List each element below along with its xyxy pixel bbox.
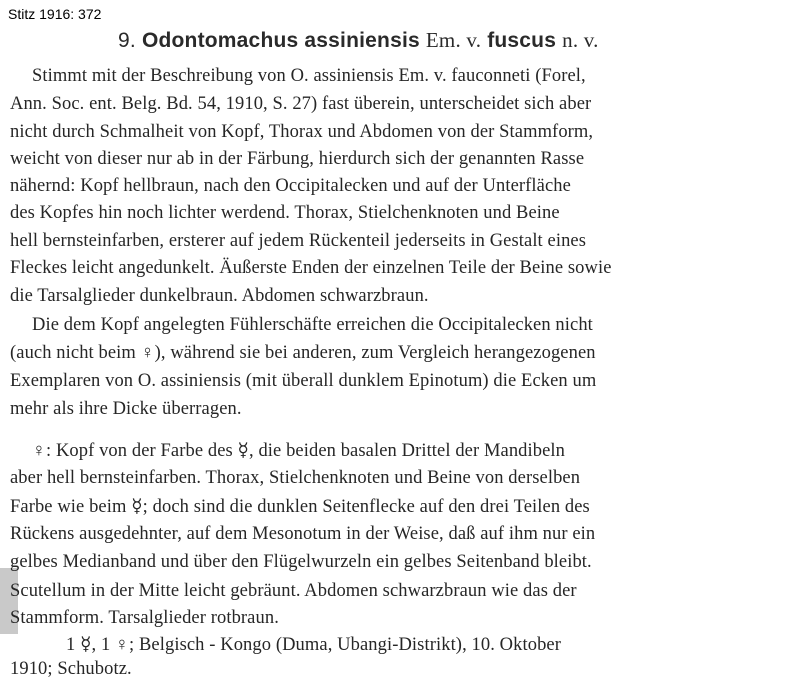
heading-variety: fuscus (487, 29, 557, 52)
text-line: aber hell bernsteinfarben. Thorax, Stielchenknoten und Beine von derselben (10, 468, 581, 488)
text-line: Fleckes leicht angedunkelt. Äußerste Enden der einzelnen Teile der Beine sowie (10, 258, 612, 278)
text-line: Rückens ausgedehnter, auf dem Mesonotum in der Weise, daß auf ihm nur ein (10, 524, 596, 544)
heading-number: 9. (118, 29, 136, 52)
text-line: hell bernsteinfarben, ersterer auf jedem Rückenteil jederseits in Gestalt eines (10, 231, 587, 251)
text-line: nähernd: Kopf hellbraun, nach den Occipitalecken und auf der Unterfläche (10, 176, 571, 196)
text-line: mehr als ihre Dicke überragen. (10, 399, 242, 419)
text-line: Stimmt mit der Beschreibung von O. assiniensis Em. v. fauconneti (Forel, (32, 66, 586, 86)
text-line: Exemplaren von O. assiniensis (mit überall dunklem Epinotum) die Ecken um (10, 371, 597, 391)
text-line: des Kopfes hin noch lichter werdend. Thorax, Stielchenknoten und Beine (10, 203, 560, 223)
heading-author: Em. v. (425, 28, 482, 52)
text-line: Ann. Soc. ent. Belg. Bd. 54, 1910, S. 27) fast überein, unterscheidet sich aber (10, 94, 592, 114)
text-line: weicht von dieser nur ab in der Färbung, hierdurch sich der genannten Rasse (10, 149, 585, 169)
text-line: (auch nicht beim ♀), während sie bei anderen, zum Vergleich herangezogenen (10, 343, 596, 363)
text-line: Scutellum in der Mitte leicht gebräunt. Abdomen schwarzbraun wie das der (10, 581, 577, 601)
heading-status: n. v. (562, 28, 599, 52)
text-line: die Tarsalglieder dunkelbraun. Abdomen schwarzbraun. (10, 286, 429, 306)
text-line: nicht durch Schmalheit von Kopf, Thorax und Abdomen von der Stammform, (10, 122, 594, 142)
text-line: gelbes Medianband und über den Flügelwurzeln ein gelbes Seitenband bleibt. (10, 552, 592, 572)
text-line: Die dem Kopf angelegten Fühlerschäfte erreichen die Occipitalecken nicht (32, 315, 593, 335)
text-line: Farbe wie beim ☿; doch sind die dunklen Seitenflecke auf den drei Teilen des (10, 497, 590, 517)
heading-genus: Odontomachus (141, 29, 299, 52)
heading-species: assiniensis (304, 29, 420, 52)
text-line: ♀: Kopf von der Farbe des ☿, die beiden basalen Drittel der Mandibeln (32, 441, 566, 461)
text-line: Stammform. Tarsalglieder rotbraun. (10, 608, 279, 628)
citation-label: Stitz 1916: 372 (8, 6, 102, 22)
text-line: 1 ☿, 1 ♀; Belgisch - Kongo (Duma, Ubangi-Distrikt), 10. Oktober (66, 635, 561, 655)
species-heading (118, 28, 599, 53)
text-line: 1910; Schubotz. (10, 659, 132, 679)
